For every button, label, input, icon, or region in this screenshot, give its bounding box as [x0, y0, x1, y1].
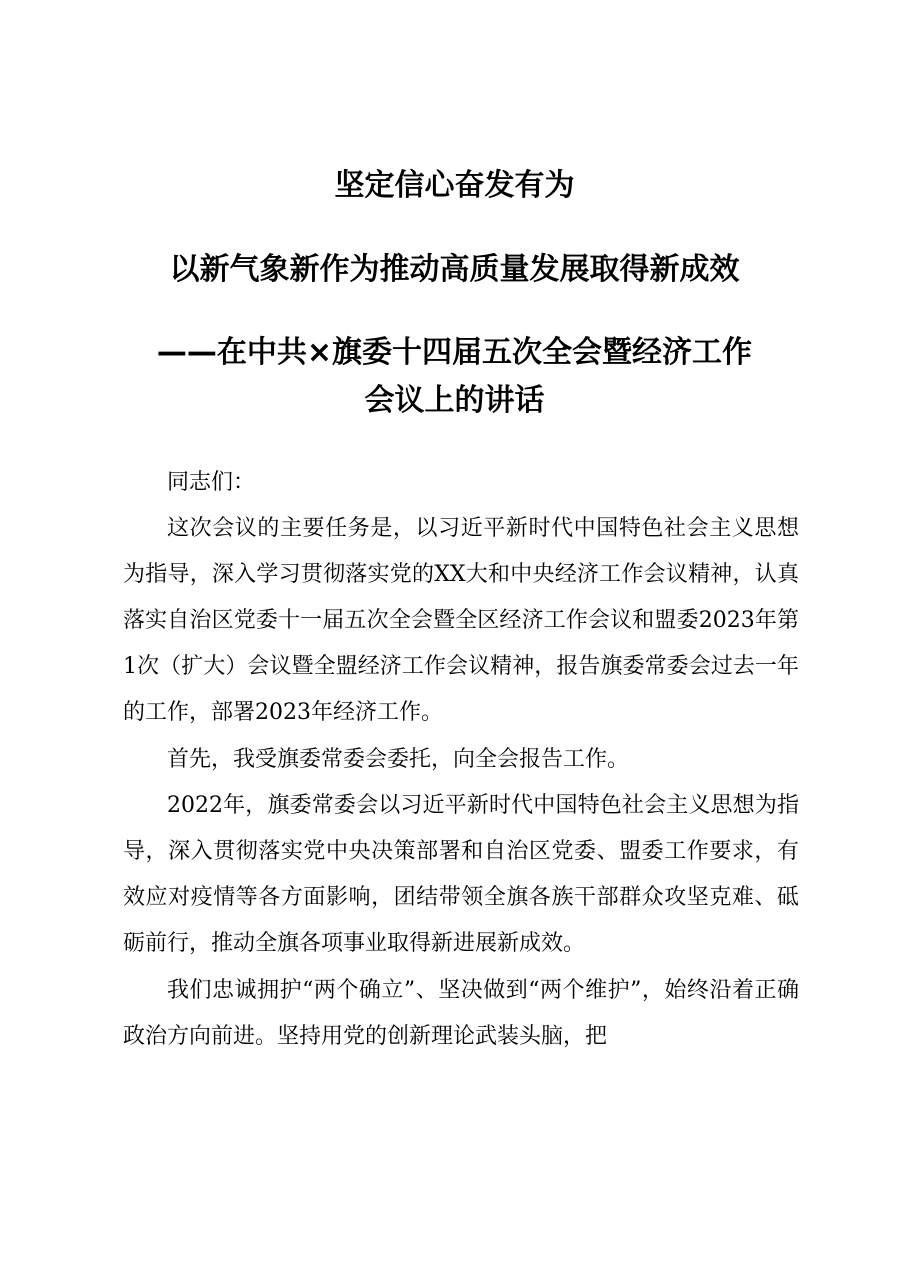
paragraph-report-intro: 首先，我受旗委常委会委托，向全会报告工作。	[167, 746, 630, 772]
document-subtitle: 以新气象新作为推动高质量发展取得新成效	[169, 252, 740, 287]
document-title: 坚定信心奋发有为	[334, 168, 575, 203]
speech-occasion-line-1: ——在中共×旗委十四届五次全会暨经济工作	[156, 335, 753, 370]
paragraph-2022-summary: 2022年，旗委常委会以习近平新时代中国特色社会主义思想为指导，深入贯彻落实党中央决策部署和自治区党委、盟委工作要求，有效应对疫情等各方面影响，团结带领全旗各族干部群众攻坚克难、砥砺前行，推动全旗各项事业取得新进展新成效。	[123, 793, 799, 957]
document-body	[123, 460, 799, 1060]
paragraph-political-direction: 我们忠诚拥护“两个确立”、坚决做到“两个维护”，始终沿着正确政治方向前进。坚持用党的创新理论武装头脑，把	[123, 977, 799, 1049]
paragraph-meeting-tasks: 这次会议的主要任务是，以习近平新时代中国特色社会主义思想为指导，深入学习贯彻落实党的XX大和中央经济工作会议精神，认真落实自治区党委十一届五次全会暨全区经济工作会议和盟委2023年第1次（扩大）会议暨全盟经济工作会议精神，报告旗委常委会过去一年的工作，部署2023年经济工作。	[123, 516, 799, 726]
salutation: 同志们：	[167, 470, 256, 495]
speech-occasion-line-2: 会议上的讲话	[364, 383, 545, 418]
